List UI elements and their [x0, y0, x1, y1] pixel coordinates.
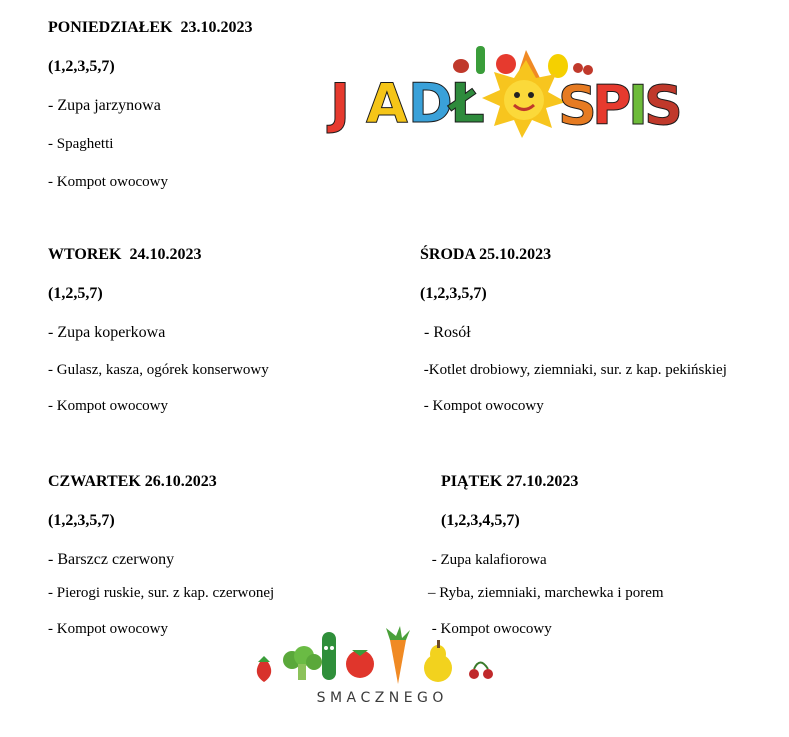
jadlospis-logo [326, 40, 706, 140]
strawberry-icon [257, 656, 271, 682]
cucumber-icon [322, 632, 336, 680]
allergen-codes: (1,2,5,7) [48, 285, 103, 302]
jadlospis-logo-graphic [326, 40, 706, 140]
allergen-codes: (1,2,3,5,7) [48, 512, 115, 529]
logo-letter: A [366, 72, 408, 135]
day-title: PIĄTEK 27.10.2023 [441, 473, 579, 490]
main-item: -Kotlet drobiowy, ziemniaki, sur. z kap. pekińskiej [420, 362, 727, 378]
cherries-icon [469, 663, 493, 680]
carrot-icon [386, 626, 410, 684]
day-title: ŚRODA 25.10.2023 [420, 246, 552, 263]
vegetables-illustration [230, 626, 530, 726]
broccoli-icon [283, 646, 322, 680]
allergen-codes: (1,2,3,5,7) [420, 285, 487, 302]
soup-item: - Zupa koperkowa [48, 324, 166, 341]
drink-item: - Kompot owocowy [48, 398, 168, 414]
main-item: – Ryba, ziemniaki, marchewka i porem [428, 585, 664, 601]
main-item: - Gulasz, kasza, ogórek konserwowy [48, 362, 269, 378]
day-thursday [48, 472, 274, 639]
drink-item: - Kompot owocowy [420, 398, 544, 414]
logo-letter: P [592, 74, 632, 137]
tomato-icon [346, 650, 374, 678]
day-monday [48, 18, 252, 192]
allergen-codes: (1,2,3,5,7) [48, 58, 115, 75]
day-friday [428, 472, 664, 639]
main-item: - Pierogi ruskie, sur. z kap. czerwonej [48, 585, 275, 601]
allergen-codes: (1,2,3,4,5,7) [441, 512, 520, 529]
soup-item: - Barszcz czerwony [48, 551, 175, 568]
drink-item: - Kompot owocowy [48, 621, 168, 637]
logo-letter: S [644, 74, 683, 137]
day-wednesday [420, 245, 727, 416]
logo-letter: D [408, 72, 453, 135]
smacznego-footer [230, 626, 530, 726]
drink-item: - Kompot owocowy [48, 174, 168, 190]
logo-letter: I [628, 74, 649, 137]
day-tuesday [48, 245, 269, 416]
soup-item: - Zupa kalafiorowa [428, 552, 547, 568]
drink-item: - Kompot owocowy [428, 621, 552, 637]
logo-letter: Ł [450, 72, 485, 135]
logo-letter: J [330, 72, 351, 135]
logo-letter: S [558, 74, 597, 137]
soup-item: - Zupa jarzynowa [48, 97, 161, 114]
day-title: WTOREK 24.10.2023 [48, 246, 202, 263]
main-item: - Spaghetti [48, 136, 114, 152]
pear-icon [424, 640, 452, 682]
smacznego-text: S M A C Z N E G O [316, 690, 444, 706]
day-title: PONIEDZIAŁEK 23.10.2023 [48, 19, 253, 36]
day-title: CZWARTEK 26.10.2023 [48, 473, 217, 490]
soup-item: - Rosół [420, 324, 471, 341]
